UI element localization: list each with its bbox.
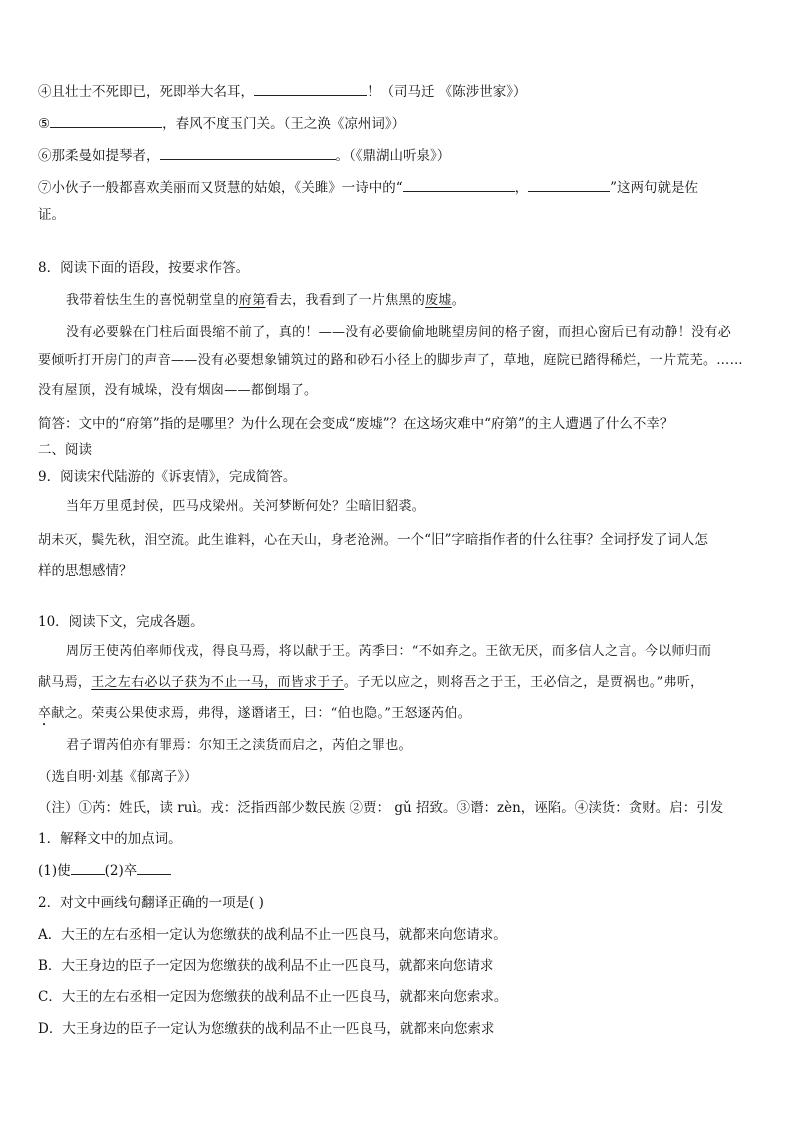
underlined-term-feixu: 废墟	[425, 293, 452, 308]
answer-blank[interactable]	[137, 860, 171, 875]
answer-blank[interactable]	[528, 177, 610, 192]
option-d[interactable]: D．大王身边的臣子一定认为您缴获的战利品不止一匹良马，就都来向您索求	[38, 1021, 495, 1037]
q10-text-line-2: 献马焉，王之左右必以子获为不止一马，而皆求于子。子无以应之，则将吾之于王，王必信之，是贾祸也。”弗听，	[38, 675, 704, 690]
answer-blank[interactable]	[160, 145, 336, 160]
option-b[interactable]: B．大王身边的臣子一定因为您缴获的战利品不止一匹良马，就都来向您请求	[38, 958, 494, 974]
q10-heading: 10．阅读下文，完成各题。	[38, 614, 204, 630]
item6-source: 。（《鼎湖山听泉》）	[335, 148, 451, 164]
item5-number: ⑤	[38, 116, 51, 132]
q7-item-7	[38, 177, 760, 198]
q8-paragraph-2-line-3: 没有屋顶，没有城垛，没有烟囱——都倒塌了。	[38, 383, 318, 398]
q7-item-4	[38, 81, 760, 102]
q8-paragraph-2-line-1: 没有必要躲在门柱后面畏缩不前了，真的！——没有必要偷偷地眺望房间的格子窗，而担心窗后已有动静！没有必	[66, 325, 732, 340]
answer-blank[interactable]	[254, 81, 367, 96]
q10-notes: （注）①芮：姓氏，读 ruì。戎：泛指西部少数民族 ②贾： gǔ 招致。③谮：zèn，诬陷。④渎货：贪财。启：引发	[38, 800, 724, 816]
q10-sub1-items: (1)使 (2)卒	[38, 860, 760, 881]
q10-comment: 君子谓芮伯亦有罪焉：尔知王之渎货而启之，芮伯之罪也。	[66, 738, 412, 753]
item7-text: ⑦小伙子一般都喜欢美丽而又贤慧的姑娘，《关雎》一诗中的“	[38, 180, 403, 196]
q8-question: 简答：文中的“府第”指的是哪里？为什么现在会变成“废墟”？在这场灾难中“府第”的主人遭遇了什么不幸？	[38, 416, 674, 432]
item7-comma: ，	[514, 180, 529, 196]
item5-text: ，春风不度玉门关。（王之涣《凉州词》）	[162, 116, 406, 132]
q10-sub1-heading: 1．解释文中的加点词。	[38, 831, 182, 847]
answer-blank[interactable]	[50, 113, 162, 128]
q8-paragraph-1: 我带着怯生生的喜悦朝堂皇的府第看去，我看到了一片焦黑的废墟。	[66, 293, 466, 308]
item4-text: ④且壮士不死即已，死即举大名耳，	[38, 84, 254, 100]
answer-blank[interactable]	[71, 860, 105, 875]
q8-heading: 8．阅读下面的语段，按要求作答。	[38, 260, 250, 276]
option-a[interactable]: A．大王的左右丞相一定认为您缴获的战利品不止一匹良马，就都来向您请求。	[38, 927, 507, 943]
q9-question: 一个“旧”字暗指作者的什么往事？全词抒发了词人怎	[397, 532, 708, 548]
option-c[interactable]: C．大王的左右丞相一定因为您缴获的战利品不止一匹良马，就都来向您索求。	[38, 989, 508, 1005]
item7-tail: ”这两句就是佐	[610, 180, 699, 196]
section-heading: 二、阅读	[38, 442, 92, 458]
answer-blank[interactable]	[403, 177, 515, 192]
q9-poem-line-1: 当年万里觅封侯，匹马戍梁州。关河梦断何处？尘暗旧貂裘。	[66, 499, 426, 514]
dotted-word-zu: 卒	[38, 706, 52, 721]
q9-poem-line-2: 胡未灭，鬓先秋，泪空流。此生谁料，心在天山，身老沧洲。一个“旧”字暗指作者的什么往事？全词抒发了词人怎	[38, 532, 708, 548]
q10-sub2-heading: 2．对文中画线句翻译正确的一项是( )	[38, 895, 264, 911]
item4-source: ！（司马迁 《陈涉世家》）	[367, 84, 527, 100]
q8-paragraph-2-line-2: 要倾听打开房门的声音——没有必要想象铺筑过的路和砂石小径上的脚步声了，草地，庭院已踏得稀烂，一片荒芜。……	[38, 353, 743, 368]
q7-item-6	[38, 145, 760, 166]
item6-text: ⑥那柔曼如提琴者，	[38, 148, 160, 164]
q9-question-cont: 样的思想感情？	[38, 563, 133, 579]
q10-source: （选自明·刘基《郁离子》）	[38, 769, 198, 785]
q9-heading: 9．阅读宋代陆游的《诉衷情》，完成简答。	[38, 469, 297, 485]
q10-text-line-1: 周厉王使芮伯率师伐戎，得良马焉，将以献于王。芮季曰：“不如弃之。王欲无厌，而多信人之言。今以师归而	[66, 644, 712, 659]
underlined-sentence: 王之左右必以子获为不止一马，而皆求于子	[91, 675, 344, 690]
q7-item-7-cont: 证。	[38, 207, 65, 223]
q10-text-line-3: 卒献之。荣夷公果使求焉，弗得，遂谮诸王，曰：“伯也隐。”王怒逐芮伯。	[38, 706, 472, 721]
q7-item-5	[38, 113, 760, 134]
underlined-term-fudi: 府第	[238, 293, 266, 308]
